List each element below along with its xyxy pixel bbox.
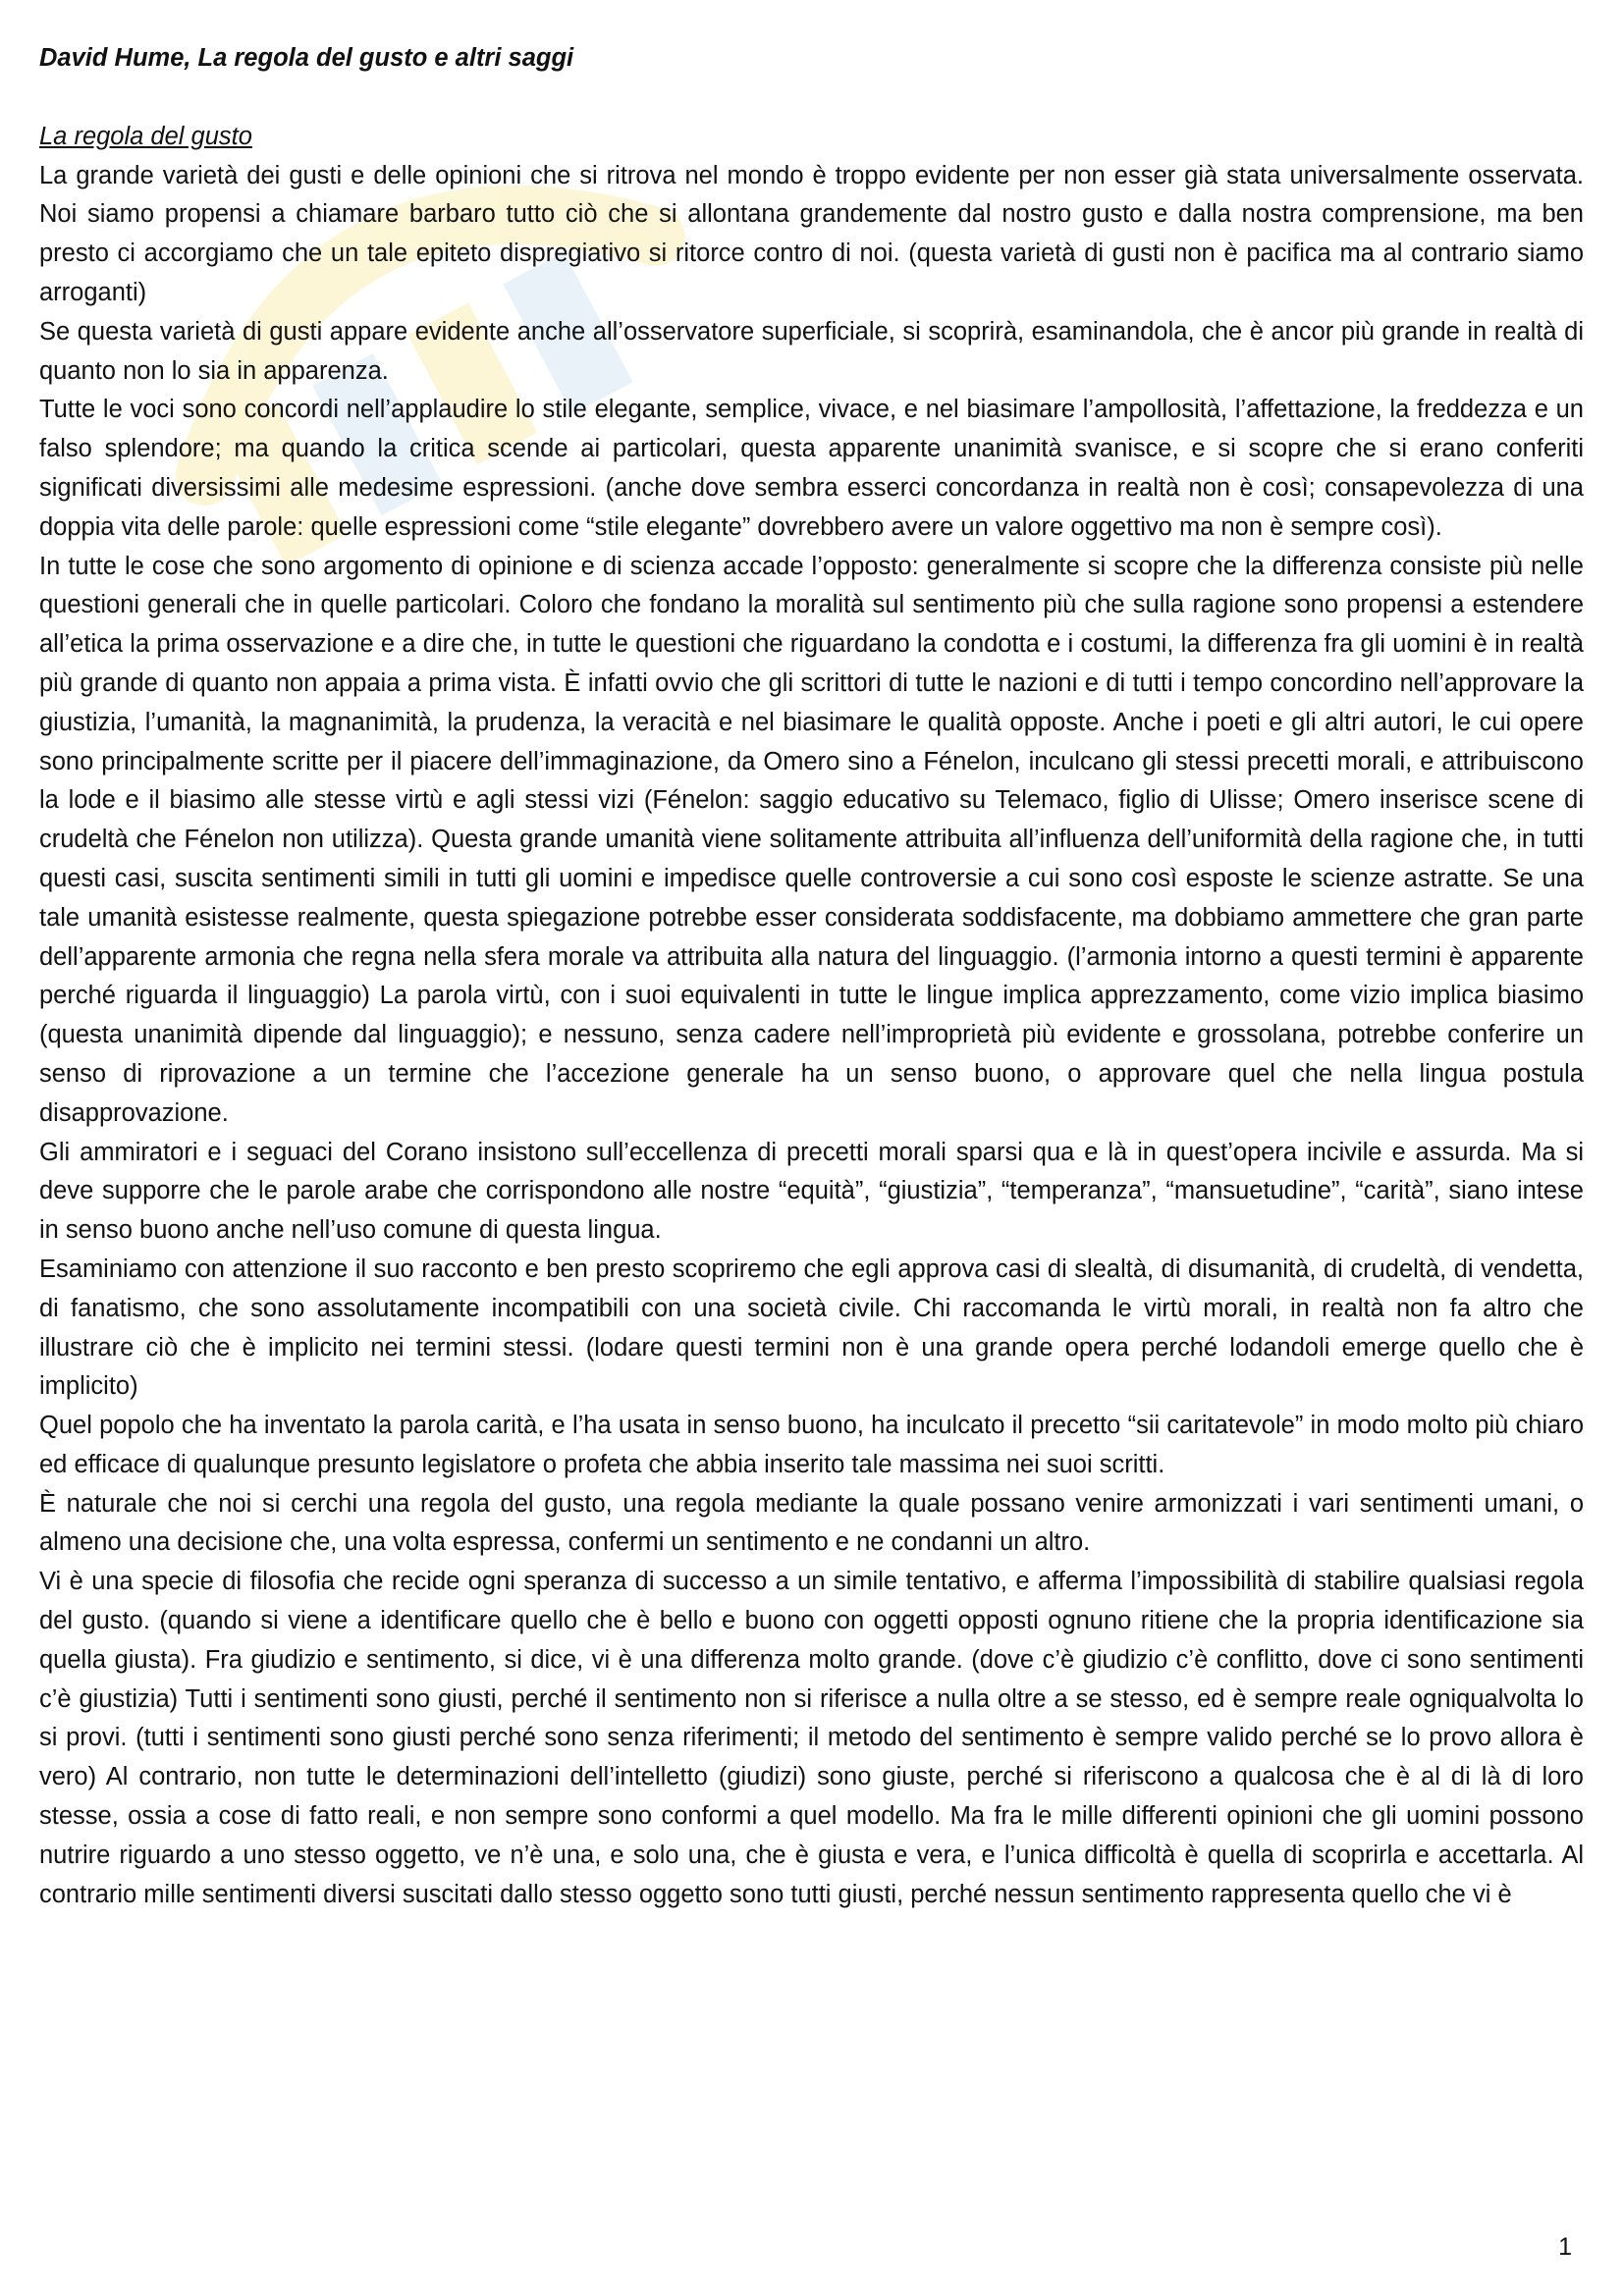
- paragraph: Tutte le voci sono concordi nell’applaudire lo stile elegante, semplice, vivace, e nel biasimare l’ampollosità, l’affettazione, la freddezza e un falso splendore; ma quando la critica scende ai particolari, questa apparente unanimità svanisce, e si scopre che si erano conferiti significati diversissimi alle medesime espressioni. (anche dove sembra esserci concordanza in realtà non è così; consapevolezza di una doppia vita delle parole: quelle espressioni come “stile elegante” dovrebbero avere un valore oggettivo ma non è sempre così).: [39, 396, 1584, 541]
- paragraph: In tutte le cose che sono argomento di opinione e di scienza accade l’opposto: generalmente si scopre che la differenza consiste più nelle questioni generali che in quelle particolari. Coloro che fondano la moralità sul sentimento più che sulla ragione sono propensi a estendere all’etica la prima osservazione e a dire che, in tutte le questioni che riguardano la condotta e i costumi, la differenza fra gli uomini è in realtà più grande di quanto non appaia a prima vista. È infatti ovvio che gli scrittori di tutte le nazioni e di tutti i tempo concordino nell’approvare la giustizia, l’umanità, la magnanimità, la prudenza, la veracità e nel biasimare le qualità opposte. Anche i poeti e gli altri autori, le cui opere sono principalmente scritte per il piacere dell’immaginazione, da Omero sino a Fénelon, inculcano gli stessi precetti morali, e attribuiscono la lode e il biasimo alle stesse virtù e agli stessi vizi (Fénelon: saggio educativo su Telemaco, figlio di Ulisse; Omero inserisce scene di crudeltà che Fénelon non utilizza). Questa grande umanità viene solitamente attribuita all’influenza dell’uniformità della ragione che, in tutti questi casi, suscita sentimenti simili in tutti gli uomini e impedisce quelle controversie a cui sono così esposte le scienze astratte. Se una tale umanità esistesse realmente, questa spiegazione potrebbe esser considerata soddisfacente, ma dobbiamo ammettere che gran parte dell’apparente armonia che regna nella sfera morale va attribuita alla natura del linguaggio. (l’armonia intorno a questi termini è apparente perché riguarda il linguaggio) La parola virtù, con i suoi equivalenti in tutte le lingue implica apprezzamento, come vizio implica biasimo (questa unanimità dipende dal linguaggio); e nessuno, senza cadere nell’improprietà più evidente e grossolana, potrebbe conferire un senso di riprovazione a un termine che l’accezione generale ha un senso buono, o approvare quel che nella lingua postula disapprovazione.: [39, 552, 1584, 1127]
- document-title: David Hume, La regola del gusto e altri saggi: [39, 44, 574, 72]
- paragraph: Quel popolo che ha inventato la parola carità, e l’ha usata in senso buono, ha inculcato il precetto “sii caritatevole” in modo molto più chiaro ed efficace di qualunque presunto legislatore o profeta che abbia inserito tale massima nei suoi scritti.: [39, 1412, 1584, 1478]
- paragraph: È naturale che noi si cerchi una regola del gusto, una regola mediante la quale possano venire armonizzati i vari sentimenti umani, o almeno una decisione che, una volta espressa, confermi un sentimento e ne condanni un altro.: [39, 1489, 1584, 1557]
- document-body: [39, 39, 1584, 1914]
- paragraph: La grande varietà dei gusti e delle opinioni che si ritrova nel mondo è troppo evidente per non esser già stata universalmente osservata. Noi siamo propensi a chiamare barbaro tutto ciò che si allontana grandemente dal nostro gusto e dalla nostra comprensione, ma ben presto ci accorgiamo che un tale epiteto dispregiativo si ritorce contro di noi. (questa varietà di gusti non è pacifica ma al contrario siamo arroganti): [39, 161, 1584, 306]
- section-heading: La regola del gusto: [39, 122, 252, 150]
- paragraph: Se questa varietà di gusti appare evidente anche all’osservatore superficiale, si scoprirà, esaminandola, che è ancor più grande in realtà di quanto non lo sia in apparenza.: [39, 317, 1584, 385]
- paragraph: Gli ammiratori e i seguaci del Corano insistono sull’eccellenza di precetti morali sparsi qua e là in quest’opera incivile e assurda. Ma si deve supporre che le parole arabe che corrispondono alle nostre “equità”, “giustizia”, “temperanza”, “mansuetudine”, “carità”, siano intese in senso buono anche nell’uso comune di questa lingua.: [39, 1138, 1584, 1245]
- paragraph: Vi è una specie di filosofia che recide ogni speranza di successo a un simile tentativo, e afferma l’impossibilità di stabilire qualsiasi regola del gusto. (quando si viene a identificare quello che è bello e buono con oggetti opposti ognuno ritiene che la propria identificazione sia quella giusta). Fra giudizio e sentimento, si dice, vi è una differenza molto grande. (dove c’è giudizio c’è conflitto, dove ci sono sentimenti c’è giustizia) Tutti i sentimenti sono giusti, perché il sentimento non si riferisce a nulla oltre a se stesso, ed è sempre reale ogniqualvolta lo si provi. (tutti i sentimenti sono giusti perché sono senza riferimenti; il metodo del sentimento è sempre valido perché se lo provo allora è vero) Al contrario, non tutte le determinazioni dell’intelletto (giudizi) sono giuste, perché si riferiscono a qualcosa che è al di là di loro stesse, ossia a cose di fatto reali, e non sempre sono conformi a quel modello. Ma fra le mille differenti opinioni che gli uomini possono nutrire riguardo a uno stesso oggetto, ve n’è una, e solo una, che è giusta e vera, e l’unica difficoltà è quella di scoprirla e accettarla. Al contrario mille sentimenti diversi suscitati dallo stesso oggetto sono tutti giusti, perché nessun sentimento rappresenta quello che vi è: [39, 1568, 1584, 1908]
- paragraph: Esaminiamo con attenzione il suo racconto e ben presto scopriremo che egli approva casi di slealtà, di disumanità, di crudeltà, di vendetta, di fanatismo, che sono assolutamente incompatibili con una società civile. Chi raccomanda le virtù morali, in realtà non fa altro che illustrare ciò che è implicito nei termini stessi. (lodare questi termini non è una grande opera perché lodandoli emerge quello che è implicito): [39, 1255, 1584, 1401]
- page-number: 1: [1558, 2233, 1572, 2261]
